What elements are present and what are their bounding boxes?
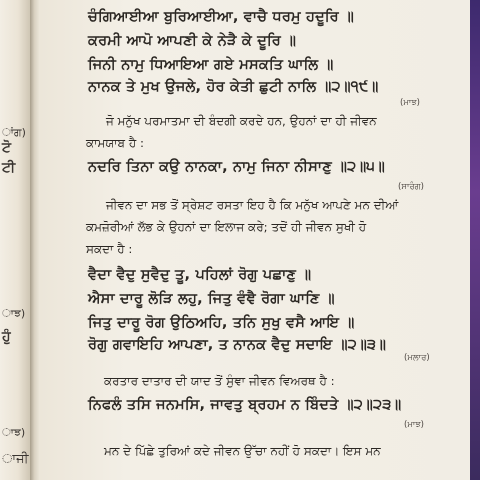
verse-line: ਜਿਨੀ ਨਾਮੁ ਧਿਆਇਆ ਗਏ ਮਸਕਤਿ ਘਾਲਿ ॥ [88,56,334,73]
margin-fragment: ਟੋ [2,140,11,156]
commentary-line: ਸਕਦਾ ਹੈ : [86,242,133,256]
commentary-line: ਕਾਮਯਾਬ ਹੈ : [86,136,145,150]
source-citation: (ਮਾਝ) [400,98,421,108]
verse-line: ਨਦਰਿ ਤਿਨਾ ਕਉ ਨਾਨਕਾ, ਨਾਮੁ ਜਿਨਾ ਨੀਸਾਣੁ ॥੨॥੫॥ [88,158,386,175]
left-page [0,0,30,480]
verse-line: ਰੋਗੁ ਗਵਾਇਹਿ ਆਪਣਾ, ਤ ਨਾਨਕ ਵੈਦੁ ਸਦਾਇ ॥੨॥੩॥ [88,336,387,353]
commentary-line: ਮਨ ਦੇ ਪਿੱਛੇ ਤੁਰਿਆਂ ਕਦੇ ਜੀਵਨ ਉੱਚਾ ਨਹੀਂ ਹੋ ਸਕਦਾ। ਇਸ ਮਨ [104,444,381,458]
margin-fragment: ਾਝ) [2,307,26,320]
right-page [40,0,470,480]
commentary-line: ਜੋ ਮਨੁੱਖ ਪਰਮਾਤਮਾ ਦੀ ਬੰਦਗੀ ਕਰਦੇ ਹਨ, ਉਹਨਾਂ ਦਾ ਹੀ ਜੀਵਨ [106,114,377,128]
source-citation: (ਸਾਰੰਗ) [398,182,424,192]
margin-fragment: ਾਜੀ [2,452,29,467]
source-citation: (ਮਲਾਰ) [404,353,430,363]
commentary-line: ਜੀਵਨ ਦਾ ਸਭ ਤੋਂ ਸ੍ਰੇਸ਼ਟ ਰਸਤਾ ਇਹ ਹੈ ਕਿ ਮਨੁੱਖ ਆਪਣੇ ਮਨ ਦੀਆਂ [106,198,399,212]
verse-line: ਕਰਮੀ ਆਪੋ ਆਪਣੀ ਕੇ ਨੇੜੈ ਕੇ ਦੂਰਿ ॥ [88,32,297,49]
margin-fragment: ਹੁੰ [2,329,11,345]
verse-line: ਐਸਾ ਦਾਰੂ ਲੋੜਿ ਲਹੁ, ਜਿਤੁ ਵੰਞੈ ਰੋਗਾ ਘਾਣਿ ॥ [88,290,335,307]
verse-line: ਚੰਗਿਆਈਆ ਬੁਰਿਆਈਆ, ਵਾਚੈ ਧਰਮੁ ਹਦੂਰਿ ॥ [88,8,355,25]
commentary-line: ਕਮਜ਼ੋਰੀਆਂ ਲੱਭ ਕੇ ਉਹਨਾਂ ਦਾ ਇਲਾਜ ਕਰੇ; ਤਦੋਂ ਹੀ ਜੀਵਨ ਸੁਖੀ ਹੋ [86,220,367,234]
margin-fragment: ਾਝ) [2,426,26,439]
source-citation: (ਮਾਝ) [404,420,425,430]
verse-line: ਨਾਨਕ ਤੇ ਮੁਖ ਉਜਲੇ, ਹੋਰ ਕੇਤੀ ਛੁਟੀ ਨਾਲਿ ॥੨॥੧੯॥ [88,78,379,95]
verse-line: ਨਿਫਲੰ ਤਸਿ ਜਨਮਸਿ, ਜਾਵਤੁ ਬ੍ਰਹਮ ਨ ਬਿੰਦਤੇ ॥੨॥੨੩॥ [88,396,402,413]
book-edge [470,0,480,480]
margin-fragment: ਾਂਗ) [2,126,26,139]
verse-line: ਜਿਤੁ ਦਾਰੂ ਰੋਗ ਉਠਿਅਹਿ, ਤਨਿ ਸੁਖੁ ਵਸੈ ਆਇ ॥ [88,314,355,331]
verse-line: ਵੈਦਾ ਵੈਦੁ ਸੁਵੈਦੁ ਤੂ, ਪਹਿਲਾਂ ਰੋਗੁ ਪਛਾਣੁ ॥ [88,266,312,283]
commentary-line: ਕਰਤਾਰ ਦਾਤਾਰ ਦੀ ਯਾਦ ਤੋਂ ਸੁੰਞਾ ਜੀਵਨ ਵਿਅਰਥ ਹੈ : [104,374,335,388]
margin-fragment: ਟੀ [2,160,16,176]
book-spine [30,0,40,480]
